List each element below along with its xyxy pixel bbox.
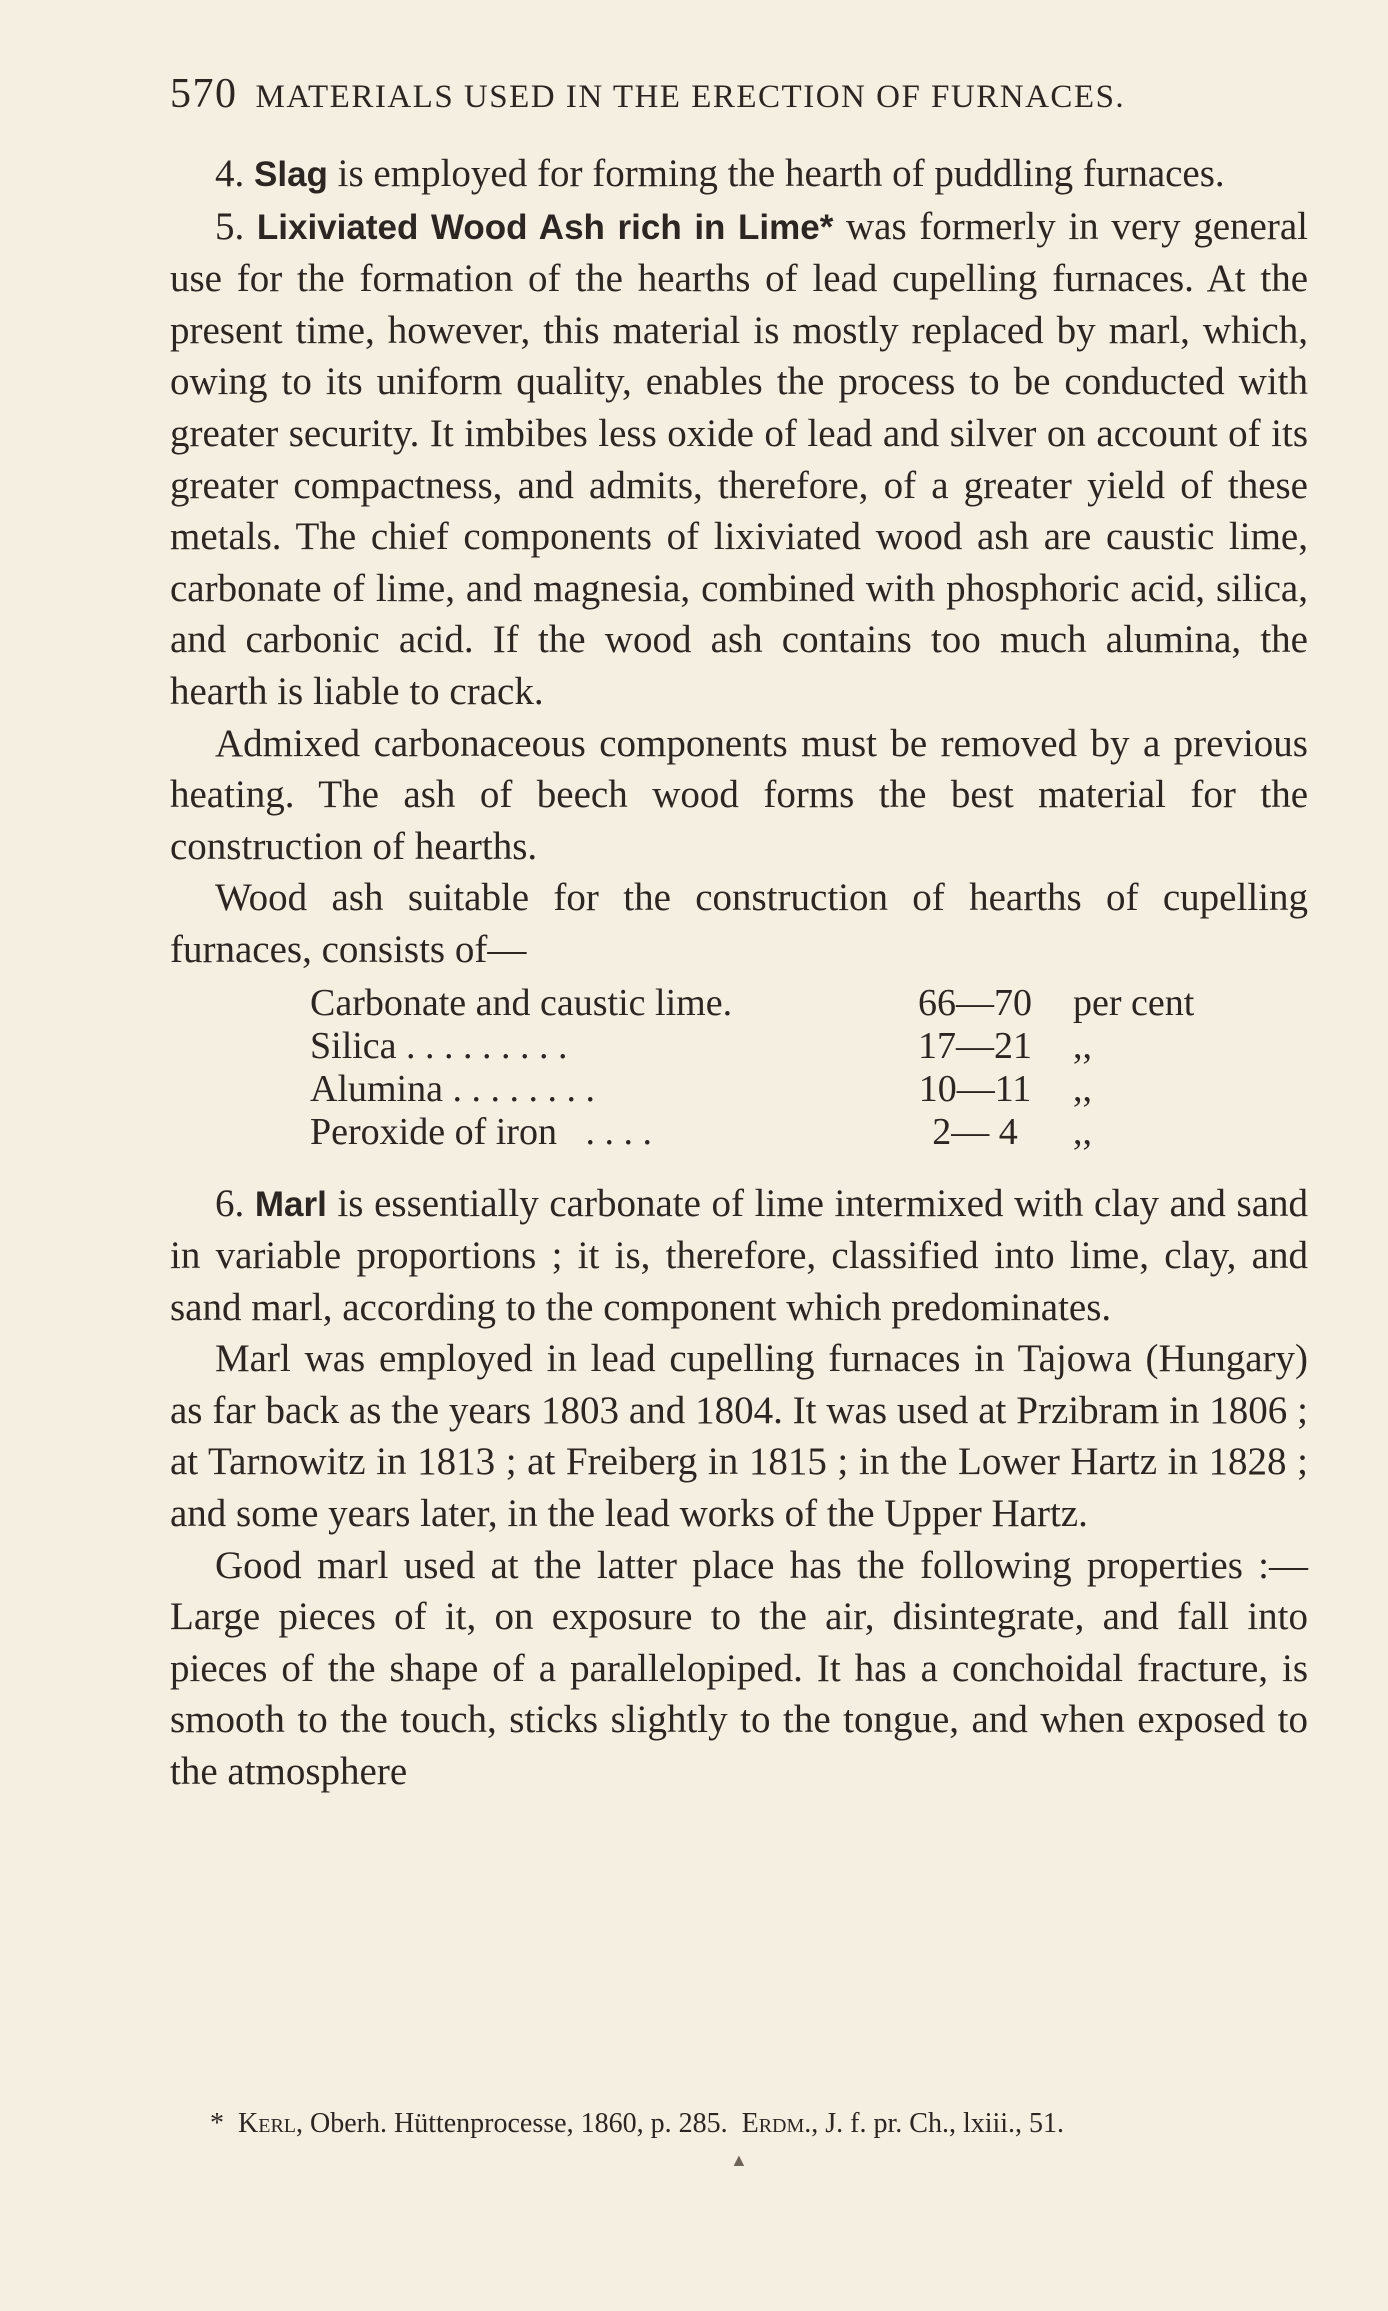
running-title: MATERIALS USED IN THE ERECTION OF FURNACES. xyxy=(255,79,1126,115)
footnote-marker: * xyxy=(210,2108,224,2139)
ornament-mark: ▲ xyxy=(730,2150,748,2170)
paragraph-carbonaceous: Admixed carbonaceous components must be removed by a previous heating. The ash of beech wood forms the best material for the construction of hearths. xyxy=(170,721,1308,868)
table-row: Peroxide of iron . . . . 2— 4 ,, xyxy=(310,1110,1092,1153)
paragraph-marl: 6. Marl is essentially carbonate of lime intermixed with clay and sand in variable proportions ; it is, therefore, classified into lime, clay, and sand marl, according to the component which predominates. xyxy=(170,1181,1309,1329)
running-header xyxy=(170,70,1230,118)
footnote: * Kerl, Oberh. Hüttenprocesse, 1860, p. 285. Erdm., J. f. pr. Ch., lxiii., 51. xyxy=(210,2108,1065,2139)
table-row: Silica . . . . . . . . . 17—21 ,, xyxy=(310,1024,1092,1067)
paragraph-marl-properties: Good marl used at the latter place has the following properties :—Large pieces of it, on exposure to the air, disintegrate, and fall into pieces of the shape of a parallelopiped. It has a conchoidal fracture, is smooth to the touch, sticks slightly to the tongue, and when exposed to the atmosphere xyxy=(170,1543,1308,1794)
term-slag: Slag xyxy=(254,155,328,194)
page-number: 570 xyxy=(170,71,238,117)
table-row: Carbonate and caustic lime. 66—70 per cent xyxy=(310,981,1195,1024)
page-body xyxy=(170,148,1308,1798)
term-marl: Marl xyxy=(254,1184,327,1224)
paragraph-wood-ash: 5. Lixiviated Wood Ash rich in Lime* was formerly in very general use for the formation of the hearths of lead cupelling furnaces. At the present time, however, this material is mostly replaced by marl, which, owing to its uniform quality, enables the process to be conducted with greater security. It imbibes less oxide of lead and silver on account of its greater compactness, and admits, therefore, of a greater yield of these metals. The chief components of lixiviated wood ash are caustic lime, carbonate of lime, and magnesia, combined with phosphoric acid, silica, and carbonic acid. If the wood ash contains too much alumina, the hearth is liable to crack. xyxy=(170,204,1308,713)
table-row: Alumina . . . . . . . . 10—11 ,, xyxy=(310,1067,1092,1110)
composition-table xyxy=(310,982,1194,1154)
term-wood-ash: Lixiviated Wood Ash rich in Lime* xyxy=(256,207,834,247)
paragraph-wood-ash-composition: Wood ash suitable for the construction of hearths of cupelling furnaces, consists of— xyxy=(170,876,1308,971)
paragraph-slag: 4. Slag is employed for forming the hearth of puddling furnaces. xyxy=(215,152,1225,195)
paragraph-marl-history: Marl was employed in lead cupelling furnaces in Tajowa (Hungary) as far back as the years 1803 and 1804. It was used at Przibram in 1806 ; at Tarnowitz in 1813 ; at Freiberg in 1815 ; in the Lower Hartz in 1828 ; and some years later, in the lead works of the Upper Hartz. xyxy=(170,1337,1308,1536)
